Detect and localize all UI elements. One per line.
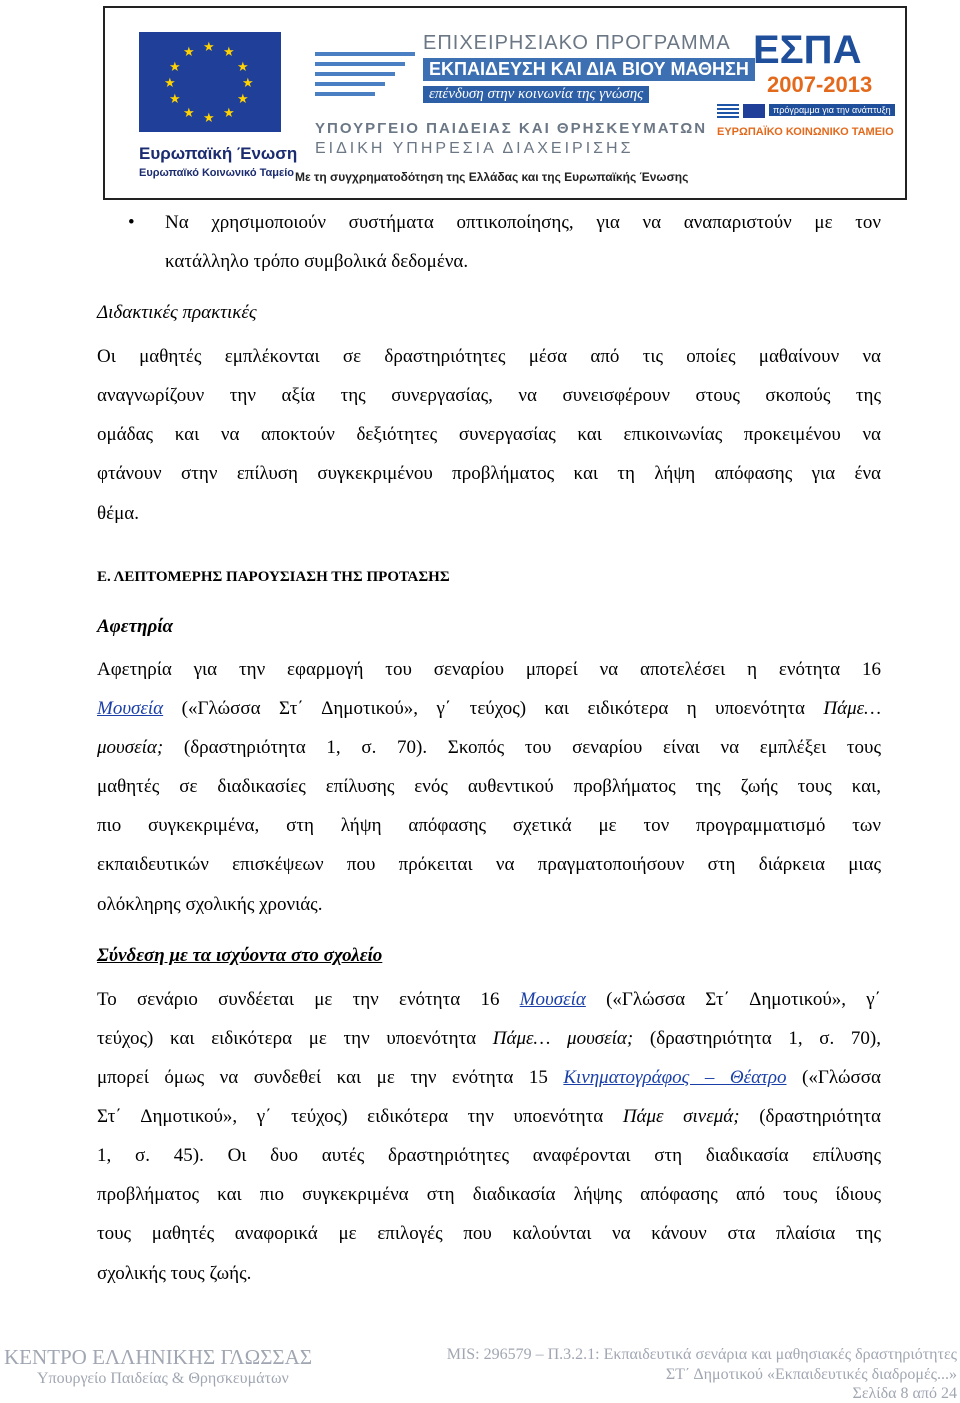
school-line-1 xyxy=(97,989,881,1011)
start-line-3-italic: μουσεία; xyxy=(97,737,164,758)
start-line-3-text: (δραστηριότητα 1, σ. 70). Σκοπός του σεναρίου είναι να εμπλέξει τους xyxy=(163,737,881,758)
start-line-2 xyxy=(97,698,881,720)
program-name: ΕΚΠΑΙΔΕΥΣΗ ΚΑΙ ΔΙΑ ΒΙΟΥ ΜΑΘΗΣΗ xyxy=(423,58,755,81)
start-heading: Αφετηρία xyxy=(97,616,174,637)
school-line-4-text: Στ΄ Δημοτικού», γ΄ τεύχος) ειδικότερα την υποενότητα xyxy=(97,1106,623,1127)
school-line-2-tail: (δραστηριότητα 1, σ. 70), xyxy=(633,1028,882,1049)
greek-flag-icon xyxy=(717,104,739,118)
cinema-theatre-link[interactable]: Κινηματογράφος – Θέατρο xyxy=(563,1067,787,1088)
program-logo xyxy=(295,22,749,192)
practices-line: φτάνουν στην επίλυση συγκεκριμένου προβλήματος και τη λήψη απόφασης για ένα xyxy=(97,463,881,484)
school-line-2-text: τεύχος) και ειδικότερα με την υποενότητα xyxy=(97,1028,493,1049)
eu-logo xyxy=(129,22,298,192)
start-line-2-italic: Πάμε… xyxy=(823,698,881,719)
espa-years: 2007-2013 xyxy=(767,72,873,97)
practices-line: ομάδας και να αποκτούν δεξιότητες συνεργασίας και επικοινωνίας προκειμένου να xyxy=(97,424,881,445)
start-line-4: μαθητές σε διαδικασίες επίλυσης ενός αυθεντικού προβλήματος της ζωής τους και, xyxy=(97,776,881,797)
eu-subtitle: Ευρωπαϊκό Κοινωνικό Ταμείο xyxy=(139,167,294,179)
school-line-5: 1, σ. 45). Οι δυο αυτές δραστηριότητες αναφέρονται στη διαδικασία επίλυσης xyxy=(97,1145,881,1166)
footer-ministry: Υπουργείο Παιδείας & Θρησκευμάτων xyxy=(37,1370,289,1387)
school-line-4-tail: (δραστηριότητα xyxy=(739,1106,881,1127)
footer-series: ΣΤ΄ Δημοτικού «Εκπαιδευτικές διαδρομές...» xyxy=(665,1366,957,1383)
bullet-line-2: κατάλληλο τρόπο συμβολικά δεδομένα. xyxy=(165,251,469,272)
start-line-3 xyxy=(97,737,881,759)
agency-name: ΕΙΔΙΚΗ ΥΠΗΡΕΣΙΑ ΔΙΑΧΕΙΡΙΣΗΣ xyxy=(315,140,634,157)
school-line-4-italic: Πάμε σινεμά; xyxy=(622,1106,740,1127)
footer-mis: MIS: 296579 – Π.3.2.1: Εκπαιδευτικά σενάρια και μαθησιακές δραστηριότητες xyxy=(446,1346,957,1363)
start-line-6: εκπαιδευτικών επισκέψεων που πρόκειται να πραγματοποιήσουν στη διάρκεια μιας xyxy=(97,854,881,875)
bullet-icon: • xyxy=(128,212,135,233)
program-slogan: επένδυση στην κοινωνία της γνώσης xyxy=(423,86,649,103)
espa-title: ΕΣΠΑ xyxy=(753,28,862,72)
cofinance-note: Με τη συγχρηματοδότηση της Ελλάδας και της Ευρωπαϊκής Ένωσης xyxy=(295,170,689,184)
header-banner xyxy=(103,6,907,200)
ministry-name: ΥΠΟΥΡΓΕΙΟ ΠΑΙΔΕΙΑΣ ΚΑΙ ΘΡΗΣΚΕΥΜΑΤΩΝ xyxy=(315,120,708,137)
school-line-3-tail: («Γλώσσα xyxy=(786,1067,881,1088)
practices-line: αναγνωρίζουν την αξία της συνεργασίας, να συνεισφέρουν στους σκοπούς της xyxy=(97,385,881,406)
museums-link-2[interactable]: Μουσεία xyxy=(519,989,586,1010)
school-line-3 xyxy=(97,1067,881,1089)
school-line-3-text: μπορεί όμως να συνδεθεί και με την ενότητα 15 xyxy=(97,1067,564,1088)
footer-org: ΚΕΝΤΡΟ ΕΛΛΗΝΙΚΗΣ ΓΛΩΣΣΑΣ xyxy=(4,1345,313,1369)
practices-heading: Διδακτικές πρακτικές xyxy=(97,302,257,323)
program-stripes-icon xyxy=(315,32,415,112)
eu-mini-flag-icon xyxy=(743,104,765,118)
espa-logo xyxy=(717,22,894,192)
espa-flags xyxy=(717,104,891,122)
museums-link[interactable]: Μουσεία xyxy=(97,698,164,719)
school-line-1-text: Το σενάριο συνδέεται με την ενότητα 16 xyxy=(97,989,520,1010)
school-line-8: σχολικής τους ζωής. xyxy=(97,1263,252,1284)
school-line-2 xyxy=(97,1028,881,1050)
school-line-7: τους μαθητές αναφορικά με επιλογές που καλούνται να κάνουν στα πλαίσια της xyxy=(97,1223,881,1244)
school-line-1-tail: («Γλώσσα Στ΄ Δημοτικού», γ΄ xyxy=(585,989,881,1010)
start-line-5: πιο συγκεκριμένα, στη λήψη απόφασης σχετικά με τον προγραμματισμό των xyxy=(97,815,881,836)
page-number: Σελίδα 8 από 24 xyxy=(852,1385,957,1402)
practices-line: θέμα. xyxy=(97,503,139,524)
school-line-2-italic: Πάμε… μουσεία; xyxy=(492,1028,634,1049)
school-line-6: προβλήματος και πιο συγκεκριμένα στη διαδικασία λήψης απόφασης από τους ίδιους xyxy=(97,1184,881,1205)
espa-tag: πρόγραμμα για την ανάπτυξη xyxy=(769,104,895,116)
section-e-heading: Ε. ΛΕΠΤΟΜΕΡΗΣ ΠΑΡΟΥΣΙΑΣΗ ΤΗΣ ΠΡΟΤΑΣΗΣ xyxy=(97,569,450,585)
eu-title: Ευρωπαϊκή Ένωση xyxy=(139,144,298,163)
start-line-1: Αφετηρία για την εφαρμογή του σεναρίου μπορεί να αποτελέσει η ενότητα 16 xyxy=(97,659,881,680)
bullet-line-1: Να χρησιμοποιούν συστήματα οπτικοποίησης, για να αναπαριστούν με τον xyxy=(165,212,881,233)
start-line-7: ολόκληρης σχολικής χρονιάς. xyxy=(97,894,323,915)
school-line-4 xyxy=(97,1106,881,1128)
start-line-2-text: («Γλώσσα Στ΄ Δημοτικού», γ΄ τεύχος) και ειδικότερα η υποενότητα xyxy=(163,698,824,719)
espa-fund: ΕΥΡΩΠΑΪΚΟ ΚΟΙΝΩΝΙΚΟ ΤΑΜΕΙΟ xyxy=(717,126,894,138)
program-title: ΕΠΙΧΕΙΡΗΣΙΑΚΟ ΠΡΟΓΡΑΜΜΑ xyxy=(423,32,731,54)
eu-flag-icon: ★ ★ ★ ★ ★ ★ ★ ★ ★ ★ ★ ★ xyxy=(139,32,281,132)
school-heading: Σύνδεση με τα ισχύοντα στο σχολείο xyxy=(97,945,383,966)
practices-line: Οι μαθητές εμπλέκονται σε δραστηριότητες μέσα από τις οποίες μαθαίνουν να xyxy=(97,346,881,367)
